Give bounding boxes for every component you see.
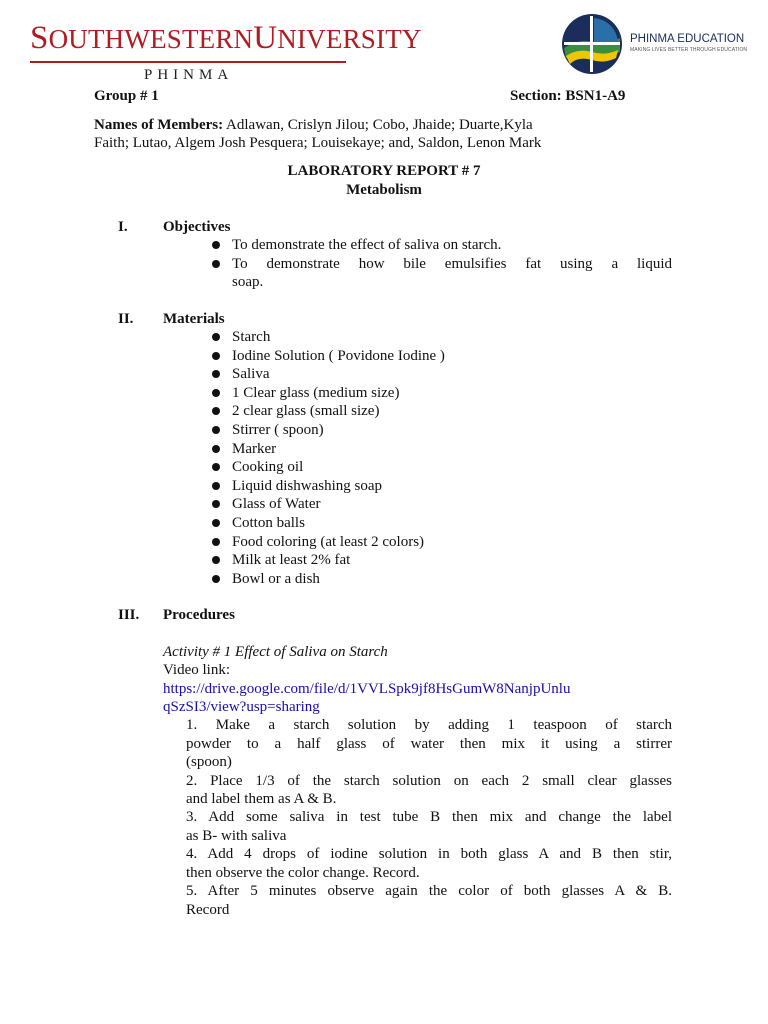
material-item: Marker bbox=[232, 440, 277, 457]
material-item: 1 Clear glass (medium size) bbox=[232, 384, 400, 401]
procedure-step: 4. Add 4 drops of iodine solution in both glass A and B then stir, bbox=[186, 846, 672, 862]
phinma-tagline: MAKING LIVES BETTER THROUGH EDUCATION bbox=[630, 47, 748, 53]
procedures-heading: Procedures bbox=[163, 607, 235, 623]
bullet bbox=[212, 463, 220, 471]
bullet bbox=[212, 333, 220, 341]
bullet bbox=[212, 370, 220, 378]
material-item: Milk at least 2% fat bbox=[232, 552, 351, 569]
procedure-step: (spoon) bbox=[186, 754, 232, 770]
phinma-education-logo bbox=[560, 12, 760, 76]
procedure-step: 3. Add some saliva in test tube B then mix and change the label bbox=[186, 809, 672, 825]
bullet bbox=[212, 352, 220, 360]
procedure-step: then observe the color change. Record. bbox=[186, 865, 420, 881]
group-label: Group # 1 bbox=[94, 88, 159, 104]
bullet bbox=[212, 445, 220, 453]
material-item: Bowl or a dish bbox=[232, 570, 320, 587]
bullet bbox=[212, 519, 220, 527]
material-item: Food coloring (at least 2 colors) bbox=[232, 533, 425, 550]
section-label: Section: BSN1-A9 bbox=[510, 88, 626, 104]
bullet bbox=[212, 556, 220, 564]
material-item: Starch bbox=[232, 329, 271, 345]
southwestern-university-logo bbox=[30, 20, 422, 84]
materials-heading: Materials bbox=[163, 311, 225, 327]
members-line-1 bbox=[94, 116, 533, 134]
material-item: Cotton balls bbox=[232, 515, 305, 531]
procedure-step: 5. After 5 minutes observe again the color of both glasses A & B. bbox=[186, 883, 672, 899]
objectives-number: I. bbox=[118, 219, 128, 235]
video-link-url-continued[interactable]: qSzSI3/view?usp=sharing bbox=[163, 699, 320, 715]
members-line-2: Faith; Lutao, Algem Josh Pesquera; Louisekaye; and, Saldon, Lenon Mark bbox=[94, 135, 542, 151]
procedure-step: 2. Place 1/3 of the starch solution on each 2 small clear glasses bbox=[186, 773, 672, 789]
bullet bbox=[212, 482, 220, 490]
material-item: Cooking oil bbox=[232, 459, 304, 476]
video-link-label: Video link: bbox=[163, 662, 231, 678]
activity-title: Activity # 1 Effect of Saliva on Starch bbox=[163, 644, 388, 660]
objectives-heading: Objectives bbox=[163, 219, 231, 235]
video-link-url[interactable]: https://drive.google.com/file/d/1VVLSpk9jf8HsGumW8NanjpUnlu bbox=[163, 681, 571, 697]
logo-rule bbox=[30, 61, 346, 63]
material-item: Saliva bbox=[232, 366, 270, 383]
bullet bbox=[212, 538, 220, 546]
phinma-globe-icon bbox=[560, 12, 624, 76]
procedure-step: Record bbox=[186, 902, 230, 918]
bullet bbox=[212, 500, 220, 508]
phinma-text bbox=[630, 33, 747, 53]
objective-item: To demonstrate how bile emulsifies fat using a liquid bbox=[232, 256, 672, 272]
procedure-step: powder to a half glass of water then mix it using a stirrer bbox=[186, 736, 672, 752]
bullet bbox=[212, 407, 220, 415]
material-item: Glass of Water bbox=[232, 496, 321, 513]
members-label: Names of Members: bbox=[94, 117, 224, 133]
objective-item-continued: soap. bbox=[232, 274, 264, 290]
procedures-number: III. bbox=[118, 607, 140, 623]
bullet bbox=[212, 426, 220, 434]
bullet bbox=[212, 241, 220, 249]
bullet bbox=[212, 575, 220, 583]
university-name: SOUTHWESTERNUNIVERSITY bbox=[30, 20, 422, 56]
members-names-1: Adlawan, Crislyn Jilou; Cobo, Jhaide; Duarte,Kyla bbox=[223, 117, 533, 133]
objective-item: To demonstrate the effect of saliva on starch. bbox=[232, 237, 502, 253]
material-item: Liquid dishwashing soap bbox=[232, 477, 382, 494]
material-item: 2 clear glass (small size) bbox=[232, 403, 380, 420]
procedure-step: 1. Make a starch solution by adding 1 teaspoon of starch bbox=[186, 717, 672, 733]
materials-number: II. bbox=[118, 311, 134, 327]
university-sub: PHINMA bbox=[144, 67, 234, 83]
material-item: Iodine Solution ( Povidone Iodine ) bbox=[232, 347, 445, 364]
procedure-step: and label them as A & B. bbox=[186, 791, 337, 807]
phinma-title: PHINMA EDUCATION bbox=[630, 33, 745, 45]
bullet bbox=[212, 260, 220, 268]
material-item: Stirrer ( spoon) bbox=[232, 422, 324, 438]
bullet bbox=[212, 389, 220, 397]
report-title: LABORATORY REPORT # 7 bbox=[287, 163, 481, 179]
report-subtitle: Metabolism bbox=[346, 182, 422, 198]
procedure-step: as B- with saliva bbox=[186, 828, 287, 844]
